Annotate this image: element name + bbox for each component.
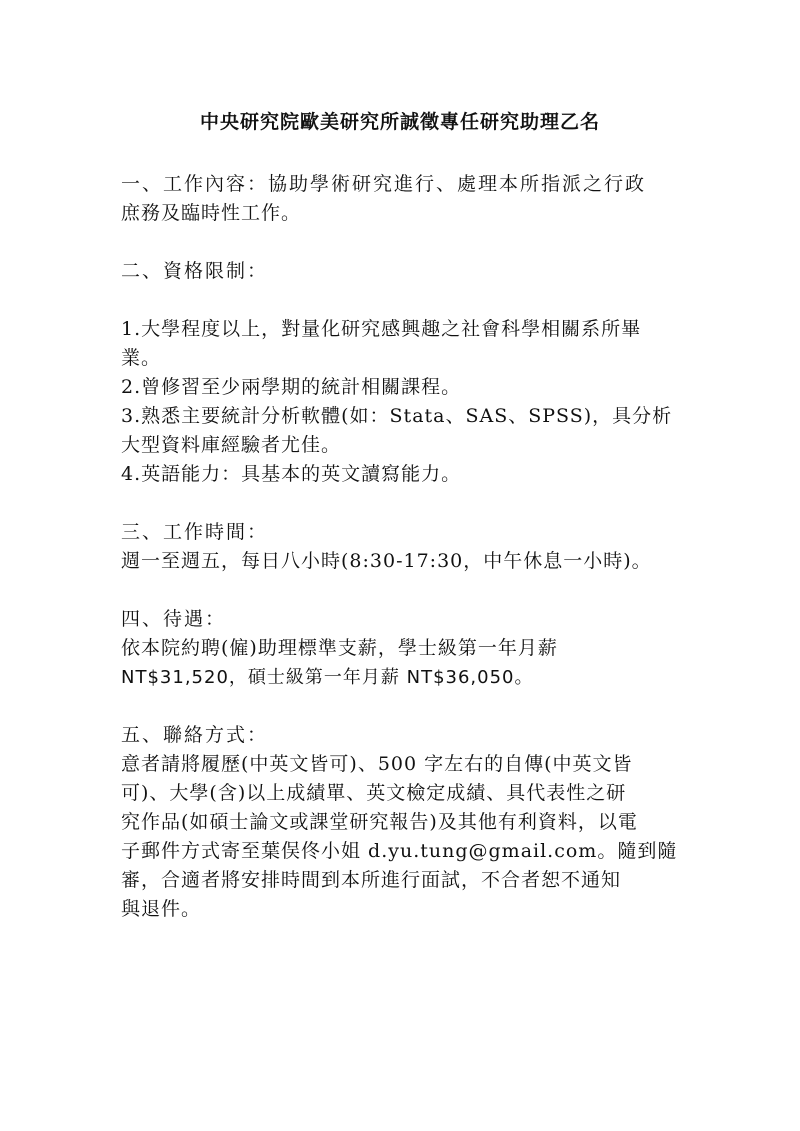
hours-text: 週一至週五，每日八小時(8:30-17:30，中午休息一小時)。 (121, 550, 652, 572)
document-body (121, 170, 681, 953)
section-salary (121, 605, 681, 692)
salary-line: 依本院約聘(僱)助理標準支薪，學士級第一年月薪 (121, 637, 558, 659)
section-contact (121, 721, 681, 924)
contact-line: 意者請將履歷(中英文皆可)、500 字左右的自傳(中英文皆 (121, 753, 633, 775)
hours-heading: 三、工作時間： (121, 521, 269, 543)
qualification-line: 3.熟悉主要統計分析軟體(如：Stata、SAS、SPSS)，具分析 (121, 405, 673, 427)
section-gap (121, 286, 681, 315)
document-title: 中央研究院歐美研究所誠徵專任研究助理乙名 (199, 111, 600, 133)
contact-line: 審，合適者將安排時間到本所進行面試，不合者恕不通知 (121, 869, 622, 891)
contact-line: 究作品(如碩士論文或課堂研究報告)及其他有利資料，以電 (121, 811, 638, 833)
duties-continuation: 庶務及臨時性工作。 (121, 202, 302, 224)
section-qualifications (121, 257, 681, 489)
salary-heading: 四、待遇： (121, 608, 227, 630)
section-hours (121, 518, 681, 576)
qualifications-heading: 二、資格限制： (121, 260, 269, 282)
duties-heading: 一、工作內容：協助學術研究進行、處理本所指派之行政 (121, 173, 647, 195)
contact-line: 子郵件方式寄至葉俣佟小姐 d.yu.tung@gmail.com。隨到隨 (121, 840, 678, 862)
qualification-line: 4.英語能力：具基本的英文讀寫能力。 (121, 463, 462, 485)
section-duties (121, 170, 681, 228)
qualification-line: 業。 (121, 347, 162, 369)
qualification-line: 1.大學程度以上，對量化研究感興趣之社會科學相關系所畢 (121, 318, 642, 340)
salary-line: NT$31,520，碩士級第一年月薪 NT$36,050。 (121, 667, 534, 688)
qualification-line: 大型資料庫經驗者尤佳。 (121, 434, 342, 456)
contact-line: 與退件。 (121, 898, 202, 920)
qualification-line: 2.曾修習至少兩學期的統計相關課程。 (121, 376, 462, 398)
contact-heading: 五、聯絡方式： (121, 724, 269, 746)
contact-line: 可)、大學(含)以上成績單、英文檢定成績、具代表性之研 (121, 782, 627, 804)
